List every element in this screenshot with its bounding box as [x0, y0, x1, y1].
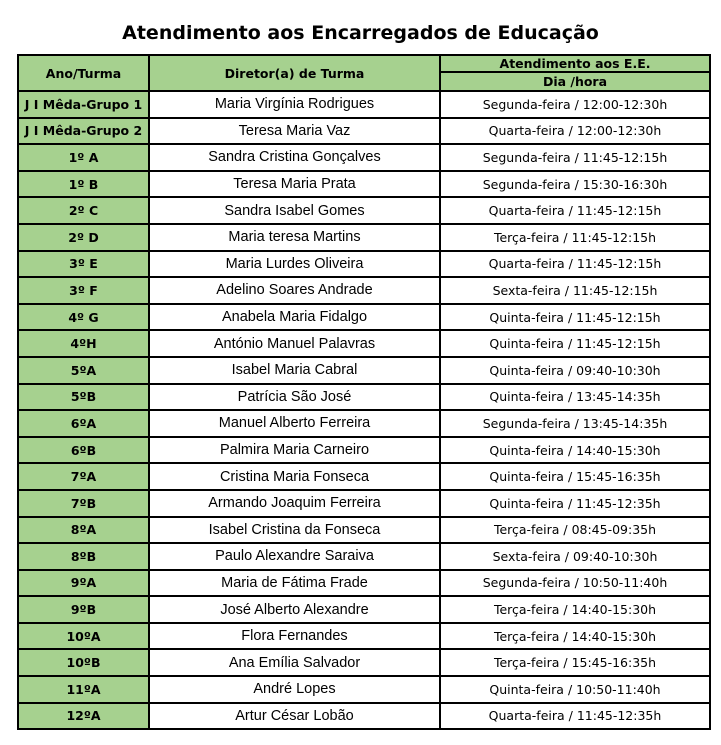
table-row [18, 277, 710, 304]
header-dia-hora: Dia /hora [440, 72, 710, 91]
turma-cell: 5ºA [18, 357, 149, 384]
diretor-cell: Cristina Maria Fonseca [149, 463, 440, 490]
diretor-cell: Sandra Isabel Gomes [149, 197, 440, 224]
horario-cell: Terça-feira / 14:40-15:30h [440, 623, 710, 650]
diretor-cell: Ana Emília Salvador [149, 649, 440, 676]
turma-cell: 6ºA [18, 410, 149, 437]
table-row [18, 251, 710, 278]
table-row [18, 570, 710, 597]
horario-cell: Quinta-feira / 15:45-16:35h [440, 463, 710, 490]
table-row [18, 357, 710, 384]
turma-cell: 1º A [18, 144, 149, 171]
header-ano-turma: Ano/Turma [18, 55, 149, 91]
horario-cell: Quinta-feira / 09:40-10:30h [440, 357, 710, 384]
horario-cell: Terça-feira / 11:45-12:15h [440, 224, 710, 251]
table-row [18, 91, 710, 118]
horario-cell: Quarta-feira / 11:45-12:15h [440, 197, 710, 224]
horario-cell: Segunda-feira / 10:50-11:40h [440, 570, 710, 597]
table-row [18, 596, 710, 623]
table-row [18, 517, 710, 544]
diretor-cell: José Alberto Alexandre [149, 596, 440, 623]
table-row [18, 649, 710, 676]
diretor-cell: Adelino Soares Andrade [149, 277, 440, 304]
turma-cell: 9ºA [18, 570, 149, 597]
turma-cell: 7ºA [18, 463, 149, 490]
diretor-cell: Sandra Cristina Gonçalves [149, 144, 440, 171]
horario-cell: Quinta-feira / 11:45-12:15h [440, 330, 710, 357]
diretor-cell: Flora Fernandes [149, 623, 440, 650]
horario-cell: Terça-feira / 14:40-15:30h [440, 596, 710, 623]
table-row [18, 490, 710, 517]
table-row [18, 304, 710, 331]
diretor-cell: Anabela Maria Fidalgo [149, 304, 440, 331]
diretor-cell: António Manuel Palavras [149, 330, 440, 357]
table-row [18, 623, 710, 650]
table-row [18, 463, 710, 490]
horario-cell: Quinta-feira / 10:50-11:40h [440, 676, 710, 703]
horario-cell: Quinta-feira / 13:45-14:35h [440, 384, 710, 411]
turma-cell: 2º C [18, 197, 149, 224]
table-row [18, 330, 710, 357]
table-row [18, 384, 710, 411]
horario-cell: Quarta-feira / 12:00-12:30h [440, 118, 710, 145]
table-header [18, 55, 710, 91]
table-row [18, 410, 710, 437]
diretor-cell: Manuel Alberto Ferreira [149, 410, 440, 437]
turma-cell: 11ºA [18, 676, 149, 703]
diretor-cell: Maria de Fátima Frade [149, 570, 440, 597]
horario-cell: Terça-feira / 08:45-09:35h [440, 517, 710, 544]
table-row [18, 676, 710, 703]
turma-cell: 4ºH [18, 330, 149, 357]
page-title: Atendimento aos Encarregados de Educação [122, 22, 599, 44]
header-atendimento: Atendimento aos E.E. [440, 55, 710, 72]
diretor-cell: Maria teresa Martins [149, 224, 440, 251]
table-row [18, 224, 710, 251]
turma-cell: J I Mêda-Grupo 1 [18, 91, 149, 118]
turma-cell: 5ºB [18, 384, 149, 411]
horario-cell: Terça-feira / 15:45-16:35h [440, 649, 710, 676]
turma-cell: 8ºB [18, 543, 149, 570]
horario-cell: Quinta-feira / 11:45-12:35h [440, 490, 710, 517]
diretor-cell: Teresa Maria Prata [149, 171, 440, 198]
turma-cell: 7ºB [18, 490, 149, 517]
turma-cell: 12ºA [18, 703, 149, 730]
schedule-table [17, 54, 711, 730]
turma-cell: J I Mêda-Grupo 2 [18, 118, 149, 145]
diretor-cell: Armando Joaquim Ferreira [149, 490, 440, 517]
diretor-cell: Artur César Lobão [149, 703, 440, 730]
turma-cell: 3º F [18, 277, 149, 304]
turma-cell: 10ºB [18, 649, 149, 676]
turma-cell: 9ºB [18, 596, 149, 623]
horario-cell: Segunda-feira / 12:00-12:30h [440, 91, 710, 118]
turma-cell: 4º G [18, 304, 149, 331]
diretor-cell: Palmira Maria Carneiro [149, 437, 440, 464]
diretor-cell: Maria Virgínia Rodrigues [149, 91, 440, 118]
horario-cell: Segunda-feira / 15:30-16:30h [440, 171, 710, 198]
horario-cell: Sexta-feira / 09:40-10:30h [440, 543, 710, 570]
turma-cell: 10ºA [18, 623, 149, 650]
diretor-cell: Isabel Maria Cabral [149, 357, 440, 384]
diretor-cell: Maria Lurdes Oliveira [149, 251, 440, 278]
table-row [18, 543, 710, 570]
table-row [18, 144, 710, 171]
header-diretor-turma: Diretor(a) de Turma [149, 55, 440, 91]
diretor-cell: Teresa Maria Vaz [149, 118, 440, 145]
diretor-cell: André Lopes [149, 676, 440, 703]
turma-cell: 2º D [18, 224, 149, 251]
diretor-cell: Patrícia São José [149, 384, 440, 411]
turma-cell: 1º B [18, 171, 149, 198]
table-row [18, 703, 710, 730]
horario-cell: Segunda-feira / 13:45-14:35h [440, 410, 710, 437]
horario-cell: Segunda-feira / 11:45-12:15h [440, 144, 710, 171]
horario-cell: Quarta-feira / 11:45-12:15h [440, 251, 710, 278]
diretor-cell: Paulo Alexandre Saraiva [149, 543, 440, 570]
turma-cell: 3º E [18, 251, 149, 278]
turma-cell: 6ºB [18, 437, 149, 464]
horario-cell: Quarta-feira / 11:45-12:35h [440, 703, 710, 730]
table-row [18, 118, 710, 145]
table-row [18, 197, 710, 224]
horario-cell: Sexta-feira / 11:45-12:15h [440, 277, 710, 304]
table-row [18, 171, 710, 198]
horario-cell: Quinta-feira / 14:40-15:30h [440, 437, 710, 464]
table-row [18, 437, 710, 464]
turma-cell: 8ºA [18, 517, 149, 544]
table-body [18, 91, 710, 729]
diretor-cell: Isabel Cristina da Fonseca [149, 517, 440, 544]
horario-cell: Quinta-feira / 11:45-12:15h [440, 304, 710, 331]
